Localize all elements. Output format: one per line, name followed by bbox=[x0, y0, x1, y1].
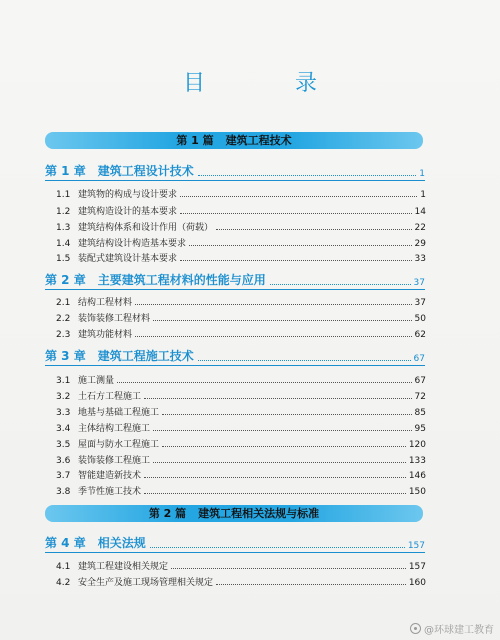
chapter-number: 第 4 章 bbox=[45, 536, 86, 550]
leader-dots bbox=[144, 493, 406, 494]
section-number: 3.7 bbox=[56, 471, 71, 481]
section-number: 2.3 bbox=[56, 330, 71, 340]
leader-dots bbox=[216, 229, 412, 230]
leader-dots bbox=[144, 398, 412, 399]
section-title: 土石方工程施工 bbox=[78, 392, 142, 402]
chapter-rule bbox=[45, 552, 425, 553]
part-banner-1 bbox=[45, 132, 423, 149]
section-title: 建筑功能材料 bbox=[78, 330, 133, 340]
chapter-page: 37 bbox=[413, 278, 425, 288]
leader-dots bbox=[216, 584, 406, 585]
chapter-number: 第 3 章 bbox=[45, 349, 86, 363]
section-title: 施工测量 bbox=[78, 376, 115, 386]
chapter-number: 第 1 章 bbox=[45, 164, 86, 178]
section-row bbox=[56, 467, 426, 481]
section-number: 4.2 bbox=[56, 578, 71, 588]
chapter-1 bbox=[45, 163, 425, 179]
leader-dots bbox=[198, 175, 417, 176]
section-title: 屋面与防水工程施工 bbox=[78, 440, 160, 450]
chapter-3 bbox=[45, 348, 425, 364]
leader-dots bbox=[117, 382, 412, 383]
part-number: 第 1 篇 bbox=[176, 134, 214, 147]
chapter-title: 建筑工程施工技术 bbox=[97, 349, 194, 363]
section-row bbox=[56, 186, 426, 200]
chapter-title: 建筑工程设计技术 bbox=[97, 164, 194, 178]
section-row bbox=[56, 452, 426, 466]
section-row bbox=[56, 203, 426, 217]
section-title: 地基与基础工程施工 bbox=[78, 408, 160, 418]
section-title: 安全生产及施工现场管理相关规定 bbox=[78, 578, 214, 588]
section-number: 2.1 bbox=[56, 298, 71, 308]
section-number: 1.3 bbox=[56, 223, 71, 233]
chapter-2 bbox=[45, 272, 425, 288]
chapter-page: 1 bbox=[419, 169, 425, 179]
section-title: 季节性施工技术 bbox=[78, 487, 142, 497]
leader-dots bbox=[180, 213, 412, 214]
section-title: 装饰装修工程施工 bbox=[78, 456, 151, 466]
section-number: 3.8 bbox=[56, 487, 71, 497]
section-page: 1 bbox=[420, 190, 426, 200]
section-row bbox=[56, 420, 426, 434]
section-title: 建筑构造设计的基本要求 bbox=[78, 207, 178, 217]
section-row bbox=[56, 388, 426, 402]
section-number: 3.3 bbox=[56, 408, 71, 418]
part-banner-2 bbox=[45, 505, 423, 522]
section-row bbox=[56, 219, 426, 233]
chapter-rule bbox=[45, 365, 425, 366]
leader-dots bbox=[180, 196, 417, 197]
leader-dots bbox=[153, 462, 406, 463]
leader-dots bbox=[198, 360, 411, 361]
section-page: 67 bbox=[414, 376, 426, 386]
section-page: 72 bbox=[414, 392, 426, 402]
section-number: 3.6 bbox=[56, 456, 71, 466]
section-page: 14 bbox=[414, 207, 426, 217]
section-row bbox=[56, 235, 426, 249]
leader-dots bbox=[153, 320, 412, 321]
section-number: 1.1 bbox=[56, 190, 71, 200]
section-title: 装饰装修工程材料 bbox=[78, 314, 151, 324]
section-number: 2.2 bbox=[56, 314, 71, 324]
part-title: 建筑工程相关法规与标准 bbox=[198, 507, 320, 520]
section-row bbox=[56, 250, 426, 264]
page-title: 目 录 bbox=[182, 71, 351, 96]
section-number: 3.4 bbox=[56, 424, 71, 434]
section-number: 1.4 bbox=[56, 239, 71, 249]
leader-dots bbox=[171, 568, 406, 569]
leader-dots bbox=[162, 446, 406, 447]
section-row bbox=[56, 404, 426, 418]
section-page: 85 bbox=[414, 408, 426, 418]
watermark bbox=[410, 621, 494, 636]
section-number: 1.5 bbox=[56, 254, 71, 264]
section-page: 33 bbox=[414, 254, 426, 264]
leader-dots bbox=[135, 304, 412, 305]
watermark-text: @环球建工教育 bbox=[424, 625, 494, 636]
section-number: 3.5 bbox=[56, 440, 71, 450]
section-page: 29 bbox=[414, 239, 426, 249]
chapter-title: 相关法规 bbox=[97, 536, 146, 550]
section-page: 62 bbox=[414, 330, 426, 340]
section-page: 160 bbox=[408, 578, 426, 588]
section-title: 建筑结构体系和设计作用（荷载） bbox=[78, 223, 214, 233]
section-row bbox=[56, 326, 426, 340]
section-page: 120 bbox=[408, 440, 426, 450]
section-title: 建筑工程建设相关规定 bbox=[78, 562, 169, 572]
section-page: 37 bbox=[414, 298, 426, 308]
section-row bbox=[56, 372, 426, 386]
section-number: 3.1 bbox=[56, 376, 71, 386]
section-title: 建筑结构设计构造基本要求 bbox=[78, 239, 187, 249]
leader-dots bbox=[150, 547, 405, 548]
section-title: 智能建造新技术 bbox=[78, 471, 142, 481]
section-title: 装配式建筑设计基本要求 bbox=[78, 254, 178, 264]
section-row bbox=[56, 574, 426, 588]
part-number: 第 2 篇 bbox=[148, 507, 187, 520]
section-number: 4.1 bbox=[56, 562, 71, 572]
chapter-4 bbox=[45, 535, 425, 551]
section-row bbox=[56, 294, 426, 308]
weibo-icon bbox=[410, 623, 421, 634]
section-title: 主体结构工程施工 bbox=[78, 424, 151, 434]
section-row bbox=[56, 558, 426, 572]
section-page: 22 bbox=[414, 223, 426, 233]
section-page: 95 bbox=[414, 424, 426, 434]
section-page: 133 bbox=[408, 456, 426, 466]
section-row bbox=[56, 483, 426, 497]
section-page: 157 bbox=[408, 562, 426, 572]
section-row bbox=[56, 436, 426, 450]
part-title: 建筑工程技术 bbox=[225, 134, 292, 147]
section-page: 50 bbox=[414, 314, 426, 324]
section-title: 建筑物的构成与设计要求 bbox=[78, 190, 178, 200]
leader-dots bbox=[144, 477, 406, 478]
section-title: 结构工程材料 bbox=[78, 298, 133, 308]
leader-dots bbox=[180, 260, 412, 261]
chapter-rule bbox=[45, 289, 425, 290]
section-number: 1.2 bbox=[56, 207, 71, 217]
chapter-page: 157 bbox=[407, 541, 425, 551]
section-page: 146 bbox=[408, 471, 426, 481]
leader-dots bbox=[270, 284, 411, 285]
leader-dots bbox=[162, 414, 412, 415]
chapter-number: 第 2 章 bbox=[45, 273, 86, 287]
section-page: 150 bbox=[408, 487, 426, 497]
chapter-page: 67 bbox=[413, 354, 425, 364]
chapter-rule bbox=[45, 180, 425, 181]
section-row bbox=[56, 310, 426, 324]
leader-dots bbox=[189, 245, 412, 246]
chapter-title: 主要建筑工程材料的性能与应用 bbox=[97, 273, 266, 287]
section-number: 3.2 bbox=[56, 392, 71, 402]
leader-dots bbox=[153, 430, 412, 431]
leader-dots bbox=[135, 336, 412, 337]
